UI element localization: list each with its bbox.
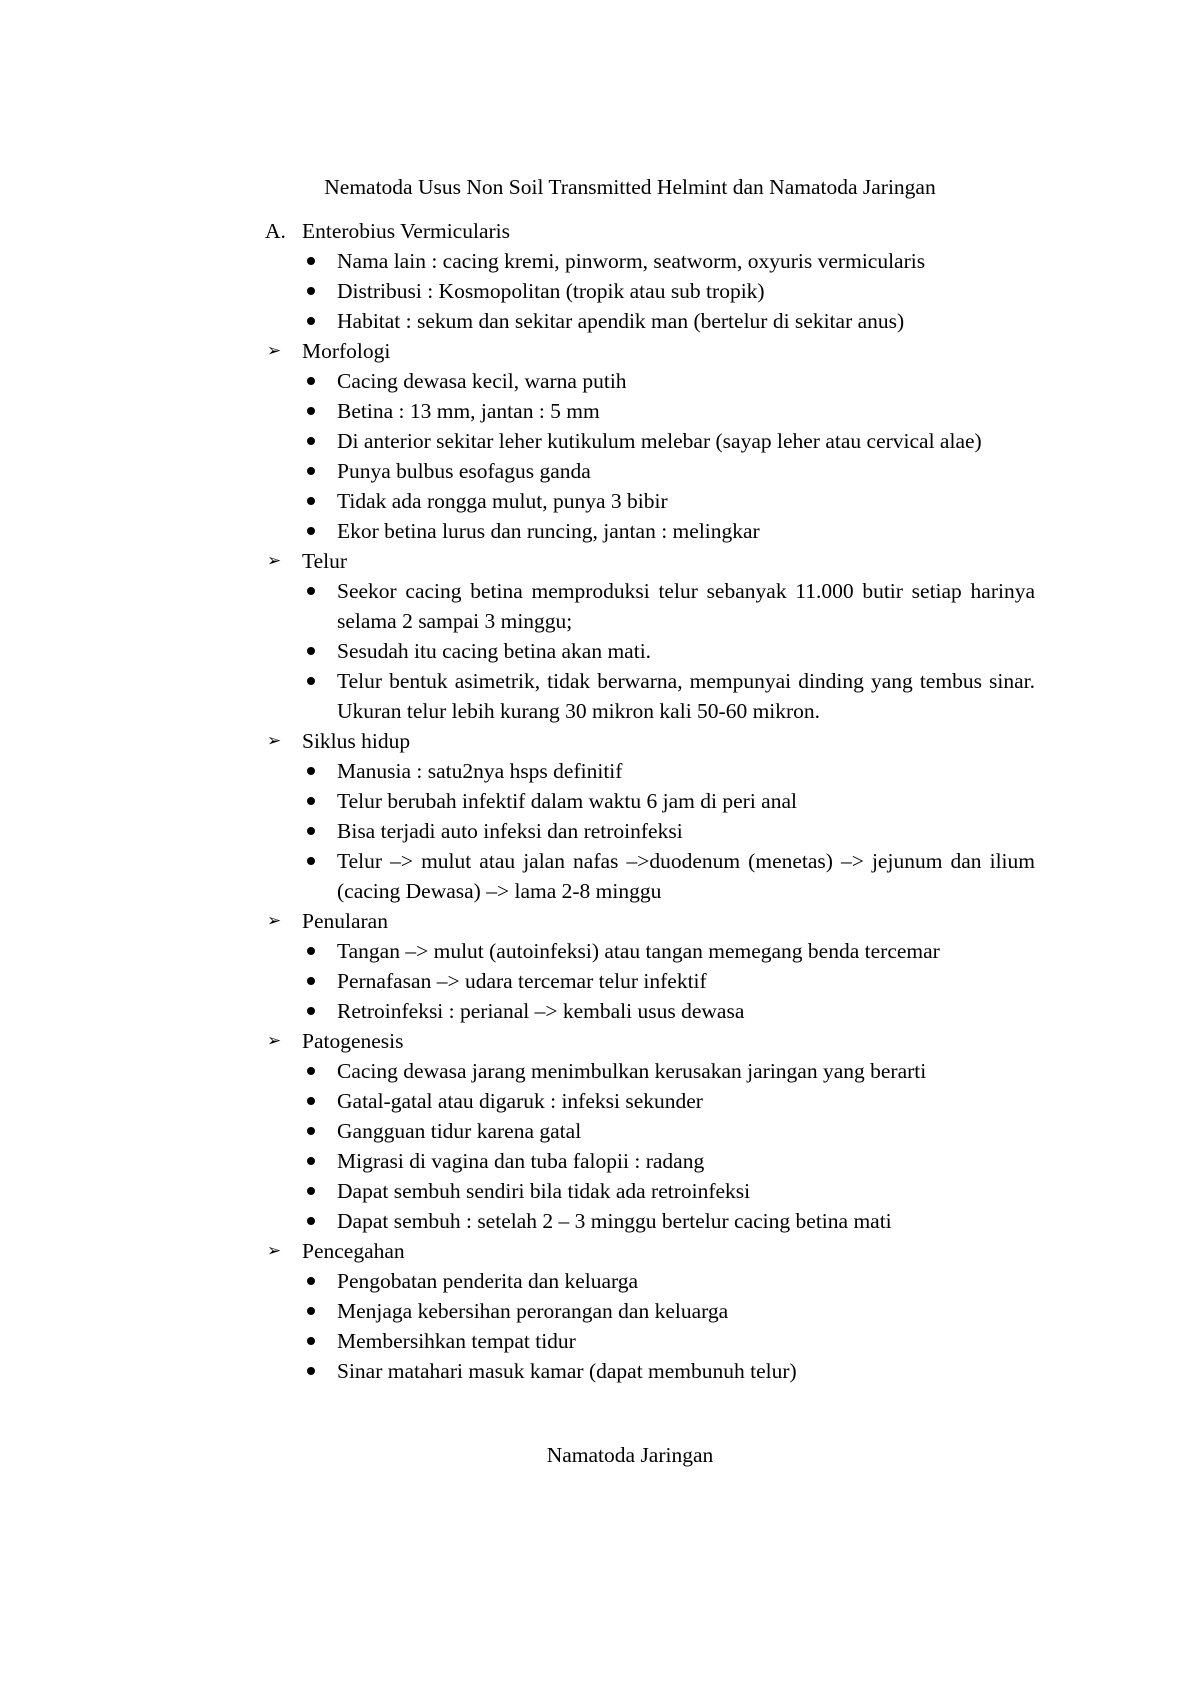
section-heading-telur [265,546,1035,576]
round-bullet-icon [307,1157,315,1165]
round-bullet-icon [307,377,315,385]
section-a-list [265,246,1035,336]
section-heading-penularan [265,906,1035,936]
list-item-text: Seekor cacing betina memproduksi telur sebanyak 11.000 butir setiap harinya selama 2 sampai 3 minggu; [337,579,1035,633]
section-list-morfologi [265,366,1035,546]
round-bullet-icon [307,587,315,595]
list-item [265,396,1035,426]
list-item [265,1206,1035,1236]
list-item [265,516,1035,546]
list-item-text: Habitat : sekum dan sekitar apendik man (bertelur di sekitar anus) [337,309,905,333]
arrow-bullet-icon: ➢ [267,911,282,931]
list-item [265,666,1035,726]
list-item-text: Sesudah itu cacing betina akan mati. [337,639,652,663]
list-item [265,1056,1035,1086]
round-bullet-icon [307,857,315,865]
list-item-text: Nama lain : cacing kremi, pinworm, seatworm, oxyuris vermicularis [337,249,926,273]
list-item [265,936,1035,966]
list-item-text: Ekor betina lurus dan runcing, jantan : melingkar [337,519,760,543]
list-item [265,636,1035,666]
section-title: Penularan [302,909,388,933]
list-item [265,1326,1035,1356]
list-item-text: Punya bulbus esofagus ganda [337,459,591,483]
list-item-text: Sinar matahari masuk kamar (dapat membunuh telur) [337,1359,797,1383]
list-item-text: Migrasi di vagina dan tuba falopii : radang [337,1149,705,1173]
list-item-text: Manusia : satu2nya hsps definitif [337,759,623,783]
list-item-text: Pengobatan penderita dan keluarga [337,1269,639,1293]
list-item-text: Betina : 13 mm, jantan : 5 mm [337,399,600,423]
section-list-patogenesis [265,1056,1035,1236]
list-item-text: Retroinfeksi : perianal –> kembali usus dewasa [337,999,745,1023]
section-a-marker: A. [265,219,286,243]
list-item-text: Cacing dewasa jarang menimbulkan kerusakan jaringan yang berarti [337,1059,927,1083]
round-bullet-icon [307,407,315,415]
list-item [265,306,1035,336]
round-bullet-icon [307,1337,315,1345]
list-item [265,1356,1035,1386]
arrow-bullet-icon: ➢ [267,1241,282,1261]
round-bullet-icon [307,767,315,775]
round-bullet-icon [307,257,315,265]
round-bullet-icon [307,287,315,295]
list-item [265,816,1035,846]
list-item-text: Distribusi : Kosmopolitan (tropik atau sub tropik) [337,279,765,303]
round-bullet-icon [307,947,315,955]
list-item [265,786,1035,816]
document-title: Nematoda Usus Non Soil Transmitted Helmint dan Namatoda Jaringan [324,175,936,199]
section-heading-pencegahan [265,1236,1035,1266]
round-bullet-icon [307,1127,315,1135]
section-a-title: Enterobius Vermicularis [302,219,510,243]
round-bullet-icon [307,1067,315,1075]
list-item [265,1116,1035,1146]
list-item-text: Dapat sembuh : setelah 2 – 3 minggu bertelur cacing betina mati [337,1209,892,1233]
arrow-bullet-icon: ➢ [267,341,282,361]
section-title: Patogenesis [302,1029,404,1053]
section-list-siklus-hidup [265,756,1035,906]
document-body [265,216,1035,1386]
round-bullet-icon [307,977,315,985]
round-bullet-icon [307,1217,315,1225]
round-bullet-icon [307,437,315,445]
list-item [265,1296,1035,1326]
round-bullet-icon [307,827,315,835]
list-item [265,246,1035,276]
round-bullet-icon [307,647,315,655]
list-item-text: Menjaga kebersihan perorangan dan keluarga [337,1299,729,1323]
list-item [265,456,1035,486]
list-item-text: Gangguan tidur karena gatal [337,1119,582,1143]
list-item [265,996,1035,1026]
list-item-text: Telur –> mulut atau jalan nafas –>duodenum (menetas) –> jejunum dan ilium (cacing Dewasa) –> lama 2-8 minggu [337,849,1035,903]
round-bullet-icon [307,497,315,505]
section-title: Telur [302,549,348,573]
list-item-text: Membersihkan tempat tidur [337,1329,576,1353]
list-item [265,486,1035,516]
round-bullet-icon [307,527,315,535]
list-item [265,1146,1035,1176]
list-item-text: Telur berubah infektif dalam waktu 6 jam di peri anal [337,789,797,813]
section-list-telur [265,576,1035,726]
section-title: Morfologi [302,339,391,363]
arrow-bullet-icon: ➢ [267,731,282,751]
section-title: Siklus hidup [302,729,411,753]
list-item [265,576,1035,636]
round-bullet-icon [307,1277,315,1285]
list-item [265,1266,1035,1296]
section-list-penularan [265,936,1035,1026]
round-bullet-icon [307,467,315,475]
list-item-text: Bisa terjadi auto infeksi dan retroinfeksi [337,819,683,843]
list-item-text: Tangan –> mulut (autoinfeksi) atau tangan memegang benda tercemar [337,939,940,963]
round-bullet-icon [307,1097,315,1105]
list-item-text: Pernafasan –> udara tercemar telur infektif [337,969,707,993]
list-item [265,966,1035,996]
list-item-text: Cacing dewasa kecil, warna putih [337,369,627,393]
round-bullet-icon [307,1307,315,1315]
round-bullet-icon [307,1367,315,1375]
round-bullet-icon [307,677,315,685]
section-heading-morfologi [265,336,1035,366]
list-item-text: Gatal-gatal atau digaruk : infeksi sekunder [337,1089,703,1113]
round-bullet-icon [307,797,315,805]
section-title: Pencegahan [302,1239,405,1263]
section-list-pencegahan [265,1266,1035,1386]
list-item-text: Telur bentuk asimetrik, tidak berwarna, mempunyai dinding yang tembus sinar. Ukuran telur lebih kurang 30 mikron kali 50-60 mikron. [337,669,1035,723]
section-a-heading [265,216,1035,246]
section-heading-patogenesis [265,1026,1035,1056]
list-item-text: Di anterior sekitar leher kutikulum melebar (sayap leher atau cervical alae) [337,429,982,453]
round-bullet-icon [307,1007,315,1015]
list-item [265,1086,1035,1116]
section-subtitle: Namatoda Jaringan [546,1443,714,1467]
list-item-text: Tidak ada rongga mulut, punya 3 bibir [337,489,668,513]
list-item [265,756,1035,786]
round-bullet-icon [307,317,315,325]
arrow-bullet-icon: ➢ [267,551,282,571]
list-item [265,846,1035,906]
arrow-bullet-icon: ➢ [267,1031,282,1051]
list-item [265,366,1035,396]
list-item-text: Dapat sembuh sendiri bila tidak ada retroinfeksi [337,1179,751,1203]
round-bullet-icon [307,1187,315,1195]
section-heading-siklus-hidup [265,726,1035,756]
list-item [265,276,1035,306]
list-item [265,1176,1035,1206]
list-item [265,426,1035,456]
